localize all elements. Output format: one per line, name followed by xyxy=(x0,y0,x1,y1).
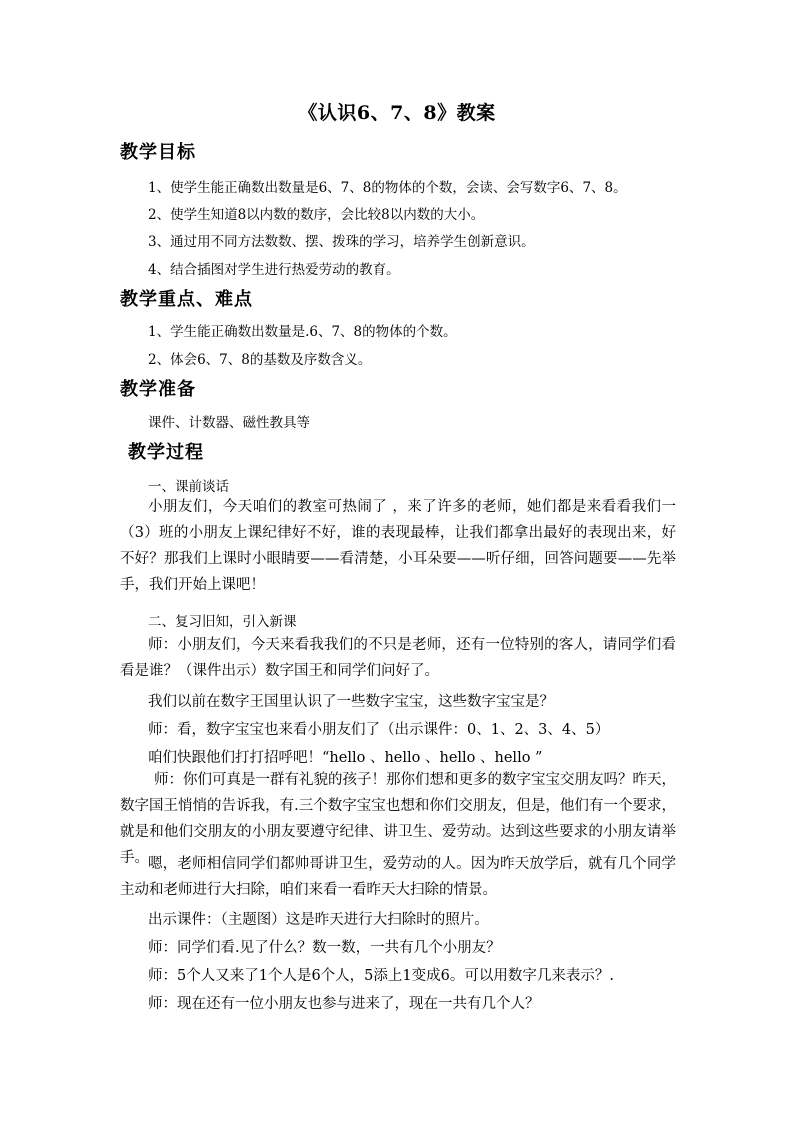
teacher-intro-paragraph: 师：小朋友们，今天来看我我们的不只是老师，还有一位特别的客人，请同学们看看是谁？（课件出示）数字国王和同学们问好了。 xyxy=(120,637,676,679)
text-line: 我们以前在数字王国里认识了一些数字宝宝，这些数字宝宝是？ xyxy=(148,694,554,710)
objective-item: 1、使学生能正确数出数量是6、7、8的物体的个数，会读、会写数字6、7、8。 xyxy=(148,180,627,196)
text-line: 师：5个人又来了1个人是6个人，5添上1变成6。可以用数字几来表示？. xyxy=(148,968,614,984)
key-point-item: 1、学生能正确数出数量是.6、7、8的物体的个数。 xyxy=(148,324,457,340)
section-title: 一、课前谈话 xyxy=(148,479,229,495)
text-line: 咱们快跟他们打打招呼吧！“hello 、hello 、hello 、hello ” xyxy=(148,750,543,766)
objective-item: 4、结合插图对学生进行热爱劳动的教育。 xyxy=(148,262,400,278)
key-points-heading: 教学重点、难点 xyxy=(120,289,253,310)
process-heading: 教学过程 xyxy=(128,442,204,463)
section-title: 二、复习旧知，引入新课 xyxy=(148,614,297,630)
intro-paragraph: 小朋友们，今天咱们的教室可热闹了 ，来了许多的老师，她们都是来看看我们一（3）班的小朋友上课纪律好不好，谁的表现最棒，让我们都拿出最好的表现出来，好不好？那我们上课时小眼睛要——看清楚，小耳朵要——听仔细，回答问题要——先举手，我们开始上课吧！ xyxy=(120,499,676,593)
text-line: 师：现在还有一位小朋友也参与进来了，现在一共有几个人？ xyxy=(148,996,540,1012)
key-point-item: 2、体会6、7、8的基数及序数含义。 xyxy=(148,352,372,368)
objectives-heading: 教学目标 xyxy=(120,142,196,163)
text-line: 师：看，数字宝宝也来看小朋友们了（出示课件：0、1、2、3、4、5） xyxy=(148,722,610,738)
document-title: 《认识6、7、8》教案 xyxy=(298,102,496,124)
believe-paragraph: 嗯，老师相信同学们都帅哥讲卫生，爱劳动的人。因为昨天放学后，就有几个同学主动和老师进行大扫除，咱们来看一看昨天大扫除的情景。 xyxy=(120,856,676,898)
objective-item: 3、通过用不同方法数数、摆、拨珠的学习，培养学生创新意识。 xyxy=(148,234,535,250)
text-line: 师：同学们看.见了什么？数一数，一共有几个小朋友？ xyxy=(148,940,501,956)
text-line: 出示课件：（主题图）这是昨天进行大扫除时的照片。 xyxy=(148,912,489,928)
objective-item: 2、使学生知道8以内数的数序，会比较8以内数的大小。 xyxy=(148,207,485,223)
preparation-heading: 教学准备 xyxy=(120,379,196,400)
preparation-text: 课件、计数器、磁性教具等 xyxy=(148,415,310,431)
polite-paragraph: 师：你们可真是一群有礼貌的孩子！那你们想和更多的数字宝宝交朋友吗？昨天，数字国王悄悄的告诉我，有.三个数字宝宝也想和你们交朋友，但是，他们有一个要求，就是和他们交朋友的小朋友要遵守纪律、讲卫生、爱劳动。达到这些要求的小朋友请举手。 xyxy=(120,772,676,866)
